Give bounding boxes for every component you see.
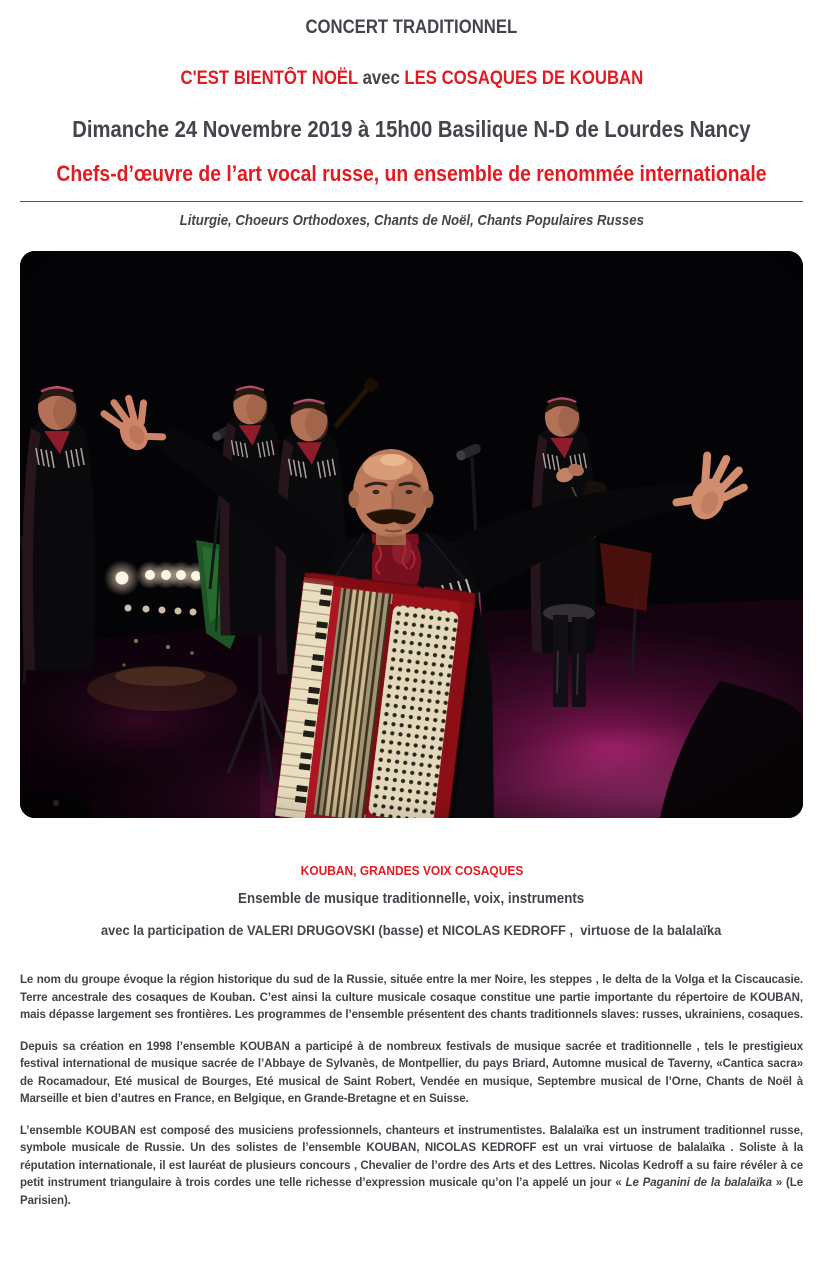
header bbox=[0, 16, 823, 40]
event-title-part-1: C'EST BIENTÔT NOËL bbox=[180, 68, 358, 89]
tagline: Chefs-d’œuvre de l’art vocal russe, un ensemble de renommée internationale bbox=[56, 161, 767, 186]
event-title bbox=[180, 66, 643, 92]
participants-line: avec la participation de VALERI DRUGOVSKI (basse) et NICOLAS KEDROFF , virtuose de la balalaïka bbox=[101, 922, 722, 938]
tagline-row bbox=[0, 160, 823, 188]
paragraph-about-group-text: Le nom du groupe évoque la région historique du sud de la Russie, située entre la mer Noire, les steppes , le delta de la Volga et la Ciscaucasie. Terre ancestrale des cosaques de Kouban. C’est ainsi la culture musicale cosaque constitue une partie importante du répertoire de KOUBAN, mais dépasse largement ses frontières. Les programmes de l’ensemble présentent des chants traditionnels slaves: russes, ukrainiens, cosaques. bbox=[20, 974, 803, 1021]
genres-subtitle: Liturgie, Choeurs Orthodoxes, Chants de Noël, Chants Populaires Russes bbox=[179, 212, 644, 229]
section-subheading-row bbox=[0, 890, 823, 908]
paragraph-soloists-quote: Le Paganini de la balalaïka bbox=[625, 1177, 772, 1189]
paragraph-festivals-text: Depuis sa création en 1998 l’ensemble KOUBAN a participé à de nombreux festivals de musique sacrée et traditionnelle , tels le prestigieux festival international de musique sacrée de l’Abbaye de Sylvanès, de Montpellier, du pays Briard, Automne musical de Taverny, «Cantica sacra» de Rocamadour, Eté musical de Bourges, Eté musical de Saint Robert, Vendée en musique, Septembre musical de l’Orne, Chants de Noël à Marseille et bien d’autres en France, en Belgique, en Grande-Bretagne et en Suisse. bbox=[20, 1040, 803, 1105]
paragraph-soloists-text: L’ensemble KOUBAN est composé des musiciens professionnels, chanteurs et instrumentistes. Balalaïka est un instrument traditionnel russe, symbole musicale de Russie. Un des solistes de l’ensemble KOUBAN, NICOLAS KEDROFF est un vrai virtuose de balalaïka . Soliste à la réputation internationale, il est lauréat de plusieurs concours , Chevalier de l’ordre des Arts et des Lettres. Nicolas Kedroff a su faire révéler à ce petit instrument triangulaire à trois cordes une telle richesse d’expression musicale qu’on l’a appelé un jour « bbox=[20, 1124, 803, 1189]
event-title-part-2: LES COSAQUES DE KOUBAN bbox=[404, 68, 643, 89]
date-location: Dimanche 24 Novembre 2019 à 15h00 Basilique N-D de Lourdes Nancy bbox=[72, 116, 751, 142]
section-heading-row bbox=[0, 863, 823, 879]
section-heading: KOUBAN, GRANDES VOIX COSAQUES bbox=[300, 863, 523, 878]
paragraph-festivals bbox=[20, 1039, 803, 1109]
concert-photo bbox=[20, 251, 803, 818]
participants-row bbox=[0, 922, 823, 939]
date-location-row bbox=[0, 115, 823, 144]
page-title: CONCERT TRADITIONNEL bbox=[305, 17, 518, 38]
event-title-row bbox=[0, 66, 823, 92]
concert-photo-illustration bbox=[20, 251, 803, 818]
paragraph-soloists bbox=[20, 1123, 803, 1211]
section-subheading: Ensemble de musique traditionnelle, voix, instruments bbox=[238, 891, 585, 907]
paragraph-soloists-source: » (Le Parisien). bbox=[20, 1177, 804, 1207]
paragraph-about-group bbox=[20, 972, 803, 1025]
flyer-page bbox=[0, 16, 823, 1210]
genres-row bbox=[0, 211, 823, 231]
divider-rule bbox=[20, 201, 803, 202]
body-text bbox=[20, 972, 803, 1210]
event-title-connector: avec bbox=[357, 68, 405, 89]
